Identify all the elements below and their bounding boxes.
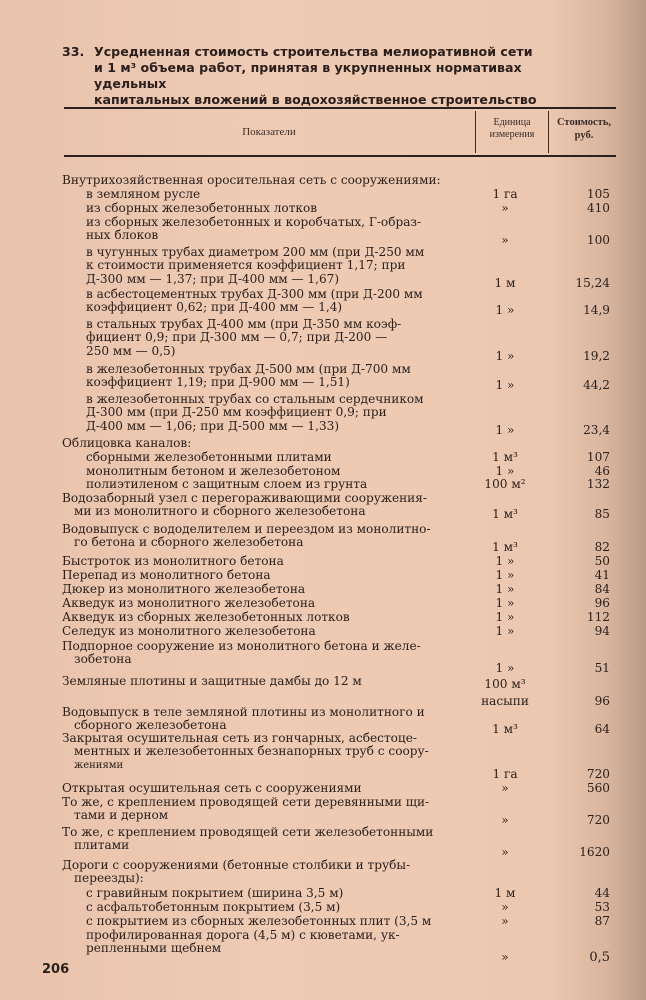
row-unit: 1 » [495,378,515,392]
row-cost: 720 [586,767,610,781]
row-unit: 1 м³ [492,507,518,521]
row-label: в земляном русле [86,187,201,201]
header-divider [475,111,476,153]
row-label: с покрытием из сборных железобетонных плит (3,5 м [86,914,432,928]
row-unit: 1 м³ [492,450,518,464]
row-label: коэффициент 0,62; при Д-400 мм — 1,4) [86,300,343,315]
row-unit: 1 га [492,187,518,201]
row-cost: 720 [586,813,610,827]
row-label: с асфальтобетонным покрытием (3,5 м) [86,900,341,914]
row-unit: 1 » [495,554,515,568]
table-title [62,44,562,108]
row-cost: 19,2 [583,349,610,363]
row-cost: 87 [594,914,610,928]
row-label: в асбестоцементных трубах Д-300 мм (при Д-200 мм [86,287,423,301]
row-cost: 96 [594,694,610,708]
row-cost: 107 [586,450,610,464]
row-label: репленными щебнем [86,941,222,956]
row-label: Водовыпуск с вододелителем и переездом из монолитно- [62,522,431,536]
header-indicator: Показатели [242,126,296,138]
row-label: ментных и железобетонных безнапорных труб с соору- [74,744,429,759]
row-cost: 96 [594,596,610,610]
row-cost: 41 [594,568,610,582]
row-label: сборными железобетонными плитами [86,450,332,464]
row-label: Водозаборный узел с перегораживающими сооружения- [62,491,427,505]
row-label: в чугунных трубах диаметром 200 мм (при Д-250 мм [86,245,425,259]
row-cost: 132 [586,477,610,491]
row-cost: 560 [586,781,610,795]
title-line-1: Усредненная стоимость строительства мелиоративной сети [94,44,533,59]
row-cost: 50 [594,554,610,568]
header-unit-line1: Единица [493,117,531,128]
row-label: ми из монолитного и сборного железобетона [74,504,366,519]
title-line-3: капитальных вложений в водохозяйственное строительство [94,92,537,107]
row-cost: 94 [594,624,610,638]
row-label: го бетона и сборного железобетона [74,535,304,550]
header-unit-line2: измерения [489,129,535,140]
row-label: коэффициент 1,19; при Д-900 мм — 1,51) [86,375,350,390]
row-unit: » [501,914,509,928]
row-cost: 84 [594,582,610,596]
row-label: Селедук из монолитного железобетона [62,624,316,638]
row-cost: 23,4 [583,423,610,437]
row-unit: 1 » [495,610,515,624]
row-label: зобетона [74,652,132,667]
table-number: 33. [62,44,85,59]
row-label: монолитным бетоном и железобетоном [86,464,341,478]
row-label: к стоимости применяется коэффициент 1,17; при [86,258,406,273]
row-cost: 85 [594,507,610,521]
row-cost: 1620 [579,845,610,859]
page-number: 206 [42,962,70,977]
row-unit: 1 » [495,349,515,363]
row-label: тами и дерном [74,808,169,823]
row-unit: » [501,233,509,247]
row-cost: 44,2 [583,378,610,392]
row-unit: » [501,900,509,914]
row-cost: 44 [594,886,610,900]
row-cost: 53 [594,900,610,914]
row-unit: » [501,950,509,964]
row-unit: » [501,201,509,215]
row-unit: 1 га [492,767,518,781]
row-label: Открытая осушительная сеть с сооружениями [62,781,362,795]
header-bottom-rule [64,155,616,157]
row-label: в стальных трубах Д-400 мм (при Д-350 мм коэф- [86,317,402,331]
row-label: фициент 0,9; при Д-300 мм — 0,7; при Д-200 — [86,330,388,345]
row-label: Земляные плотины и защитные дамбы до 12 м [62,674,362,688]
row-label: Закрытая осушительная сеть из гончарных, асбестоце- [62,731,417,745]
row-unit-line1: 100 м³ [484,677,526,691]
row-label: Подпорное сооружение из монолитного бетона и желе- [62,639,421,653]
row-cost: 51 [594,661,610,675]
row-unit: 1 » [495,568,515,582]
row-unit: » [501,845,509,859]
row-cost: 410 [586,201,610,215]
row-label: Акведук из монолитного железобетона [62,596,316,610]
row-label: переезды): [74,871,144,886]
row-label: жениями [74,759,124,771]
row-cost: 105 [586,187,610,201]
row-unit: 1 » [495,624,515,638]
row-label: 250 мм — 0,5) [86,343,176,358]
row-label: Д-400 мм — 1,06; при Д-500 мм — 1,33) [86,418,340,433]
row-label: в железобетонных трубах со стальным сердечником [86,392,424,406]
row-label: из сборных железобетонных лотков [86,201,318,215]
row-label: То же, с креплением проводящей сети железобетонными [62,825,434,839]
row-cost: 46 [594,464,610,478]
row-label: с гравийным покрытием (ширина 3,5 м) [86,886,344,900]
title-line-2: и 1 м³ объема работ, принятая в укрупненных нормативах удельных [94,60,522,91]
row-unit: 1 » [495,423,515,437]
row-unit: 1 » [495,464,515,478]
header-cost-line1: Стоимость, [556,117,612,128]
row-label: Акведук из сборных железобетонных лотков [62,610,350,624]
row-unit: » [501,813,509,827]
row-label: Д-300 мм — 1,37; при Д-400 мм — 1,67) [86,271,340,286]
row-label: Облицовка каналов: [62,436,192,450]
row-label: сборного железобетона [74,718,227,733]
row-label: из сборных железобетонных и коробчатых, Г-образ- [86,215,422,229]
header-cost-line2: руб. [574,130,594,141]
row-label: Перепад из монолитного бетона [62,568,271,582]
row-unit: 1 » [495,582,515,596]
row-label: Водовыпуск в теле земляной плотины из монолитного и [62,705,425,719]
row-cost: 64 [594,722,610,736]
row-cost: 15,24 [575,276,610,290]
row-label: полиэтиленом с защитным слоем из грунта [86,477,368,491]
row-unit: насыпи [481,694,529,708]
row-unit: 1 м [494,886,516,900]
row-label: То же, с креплением проводящей сети деревянными щи- [62,795,430,809]
row-unit: 1 м³ [492,540,518,554]
row-cost: 0,5 [589,950,610,965]
row-unit: 1 » [495,303,515,317]
row-cost: 112 [586,610,610,624]
row-label: Д-300 мм (при Д-250 мм коэффициент 0,9; при [86,405,387,420]
row-label: Дороги с сооружениями (бетонные столбики и трубы- [62,858,411,872]
row-label: в железобетонных трубах Д-500 мм (при Д-700 мм [86,362,411,376]
row-cost: 100 [586,233,610,247]
row-cost: 82 [594,540,610,554]
row-unit: 1 м³ [492,722,518,736]
row-label: профилированная дорога (4,5 м) с кюветами, ук- [86,928,400,942]
row-unit: 100 м² [484,477,526,491]
row-label: Быстроток из монолитного бетона [62,554,284,568]
row-label: Внутрихозяйственная оросительная сеть с сооружениями: [62,173,441,187]
row-unit: 1 м [494,276,516,290]
row-unit: » [501,781,509,795]
row-label: Дюкер из монолитного железобетона [62,582,306,596]
row-cost: 14,9 [583,303,610,317]
row-unit: 1 » [495,661,515,675]
row-unit: 1 » [495,596,515,610]
row-label: плитами [74,838,130,853]
row-label: ных блоков [86,228,159,243]
